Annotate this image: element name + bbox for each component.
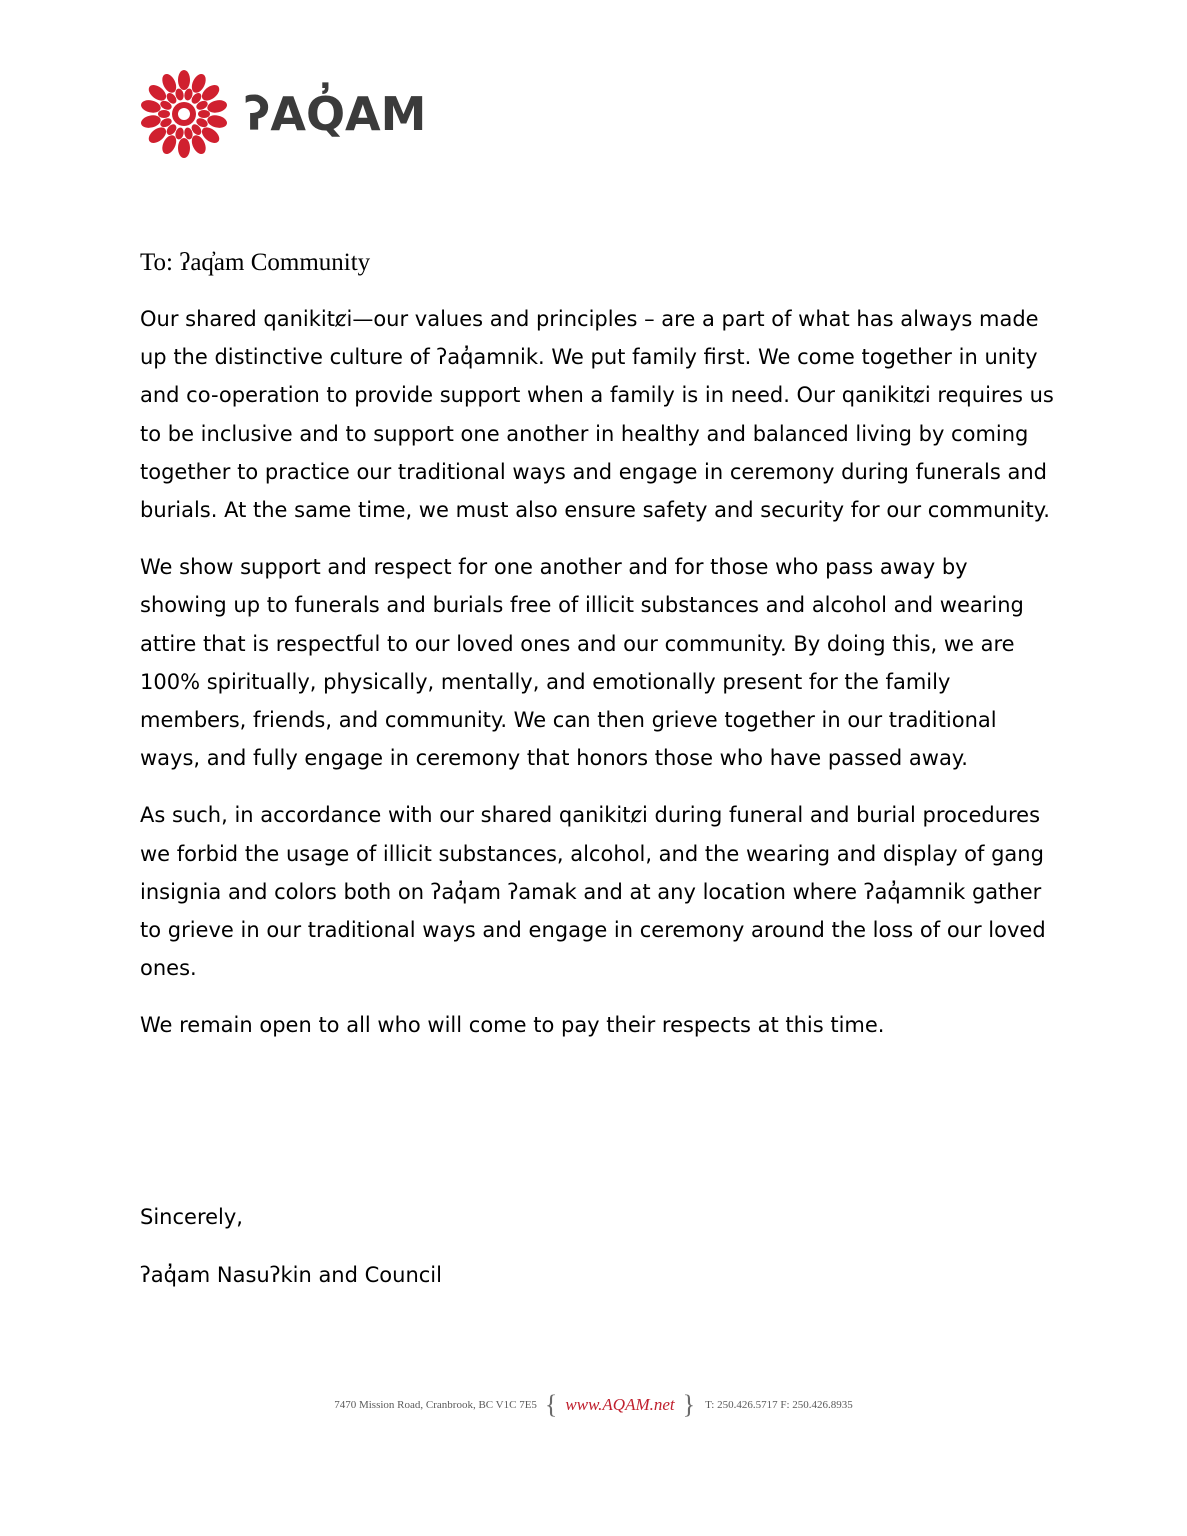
logo-petal [178, 70, 190, 90]
right-brace-decoration: } [682, 1390, 696, 1419]
logo-petal [140, 98, 162, 114]
letter-closing [140, 1198, 442, 1314]
closing-text: Sincerely, [140, 1205, 243, 1229]
logo-petal [140, 113, 162, 129]
footer-address: 7470 Mission Road, Cranbrook, BC V1C 7E5 [334, 1399, 537, 1411]
body-paragraph-1: Our shared qanikitȼi—our values and principles – are a part of what has always made up the distinctive culture of ʔaq̓amnik. We put family first. We come together in unity and co-operation to provide support when a family is in need. Our qanikitȼi requires us to be inclusive and to support one another in healthy and balanced living by coming together to practice our traditional ways and engage in ceremony during funerals and burials. At the same time, we must also ensure safety and security for our community. [140, 307, 1054, 523]
footer-phone-numbers: T: 250.426.5717 F: 250.426.8935 [705, 1399, 853, 1411]
letterhead-logo [138, 68, 426, 160]
logo-petal [178, 138, 190, 158]
body-paragraph-3: As such, in accordance with our shared qanikitȼi during funeral and burial procedures we forbid the usage of illicit substances, alcohol, and the wearing and display of gang insignia and colors both on ʔaq̓am ʔamak and at any location where ʔaq̓amnik gather to grieve in our traditional ways and engage in ceremony around the loss of our loved ones. [140, 803, 1046, 981]
salutation-line: To: ʔaq̓am Community [140, 249, 371, 276]
letter-body [140, 300, 1060, 1064]
logo-petal [206, 98, 228, 114]
letterhead-footer [0, 1392, 1187, 1418]
flower-logo-icon [138, 68, 230, 160]
footer-website-link[interactable]: www.AQAM.net [565, 1395, 675, 1414]
body-paragraph-4: We remain open to all who will come to pay their respects at this time. [140, 1013, 885, 1038]
logo-petal [206, 113, 228, 129]
logo-wordmark: ʔAQ̓AM [244, 87, 427, 141]
logo-petal-inner [198, 110, 210, 118]
left-brace-decoration: { [544, 1390, 558, 1419]
body-paragraph-2: We show support and respect for one another and for those who pass away by showing up to funerals and burials free of illicit substances and alcohol and wearing attire that is respectful to our loved ones and our community. By doing this, we are 100% spiritually, physically, mentally, and emotionally present for the family members, friends, and community. We can then grieve together in our traditional ways, and fully engage in ceremony that honors those who have passed away. [140, 555, 1024, 771]
logo-petal-inner [158, 110, 170, 118]
signature-text: ʔaq̓am Nasuʔkin and Council [140, 1263, 442, 1287]
